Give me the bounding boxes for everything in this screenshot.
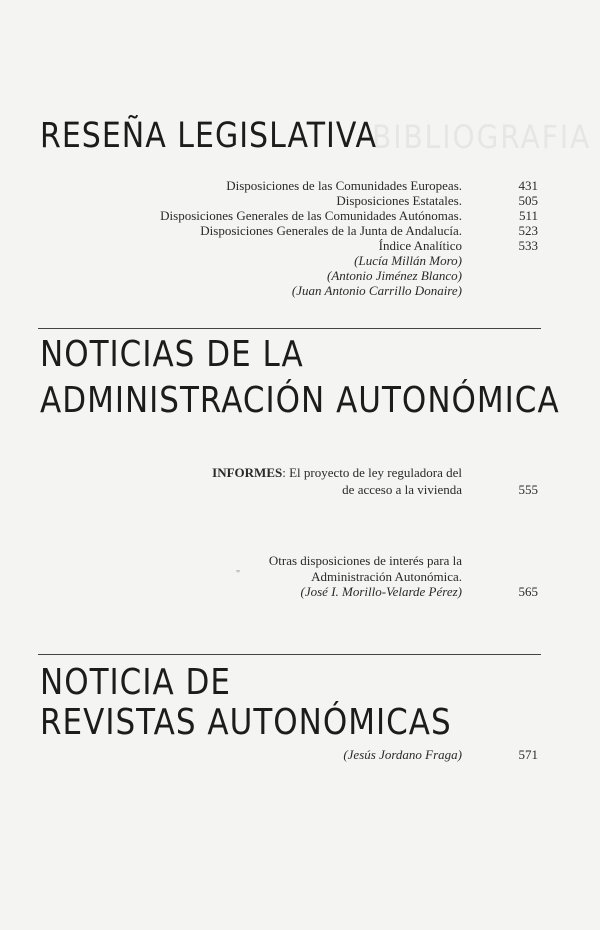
toc-entry-title: Disposiciones Estatales. bbox=[336, 193, 462, 208]
stray-mark: " bbox=[236, 569, 241, 580]
section-heading-resena-legislativa: RESEÑA LEGISLATIVA bbox=[40, 116, 377, 157]
toc-entry-page: 505 bbox=[518, 193, 538, 208]
author-name: (Antonio Jiménez Blanco) bbox=[326, 268, 462, 283]
toc-entry-title: Índice Analítico bbox=[378, 238, 462, 253]
toc-entry-title: Otras disposiciones de interés para la bbox=[268, 553, 462, 568]
toc-entry-page: 511 bbox=[518, 208, 538, 223]
informes-label: INFORMES bbox=[212, 465, 283, 480]
toc-entry-page: 523 bbox=[518, 223, 538, 238]
author-name: (Jesús Jordano Fraga) bbox=[343, 747, 462, 762]
section-divider bbox=[38, 328, 541, 329]
section-heading-noticias-line2: ADMINISTRACIÓN AUTONÓMICA bbox=[40, 380, 560, 422]
toc-entry-title: Disposiciones Generales de las Comunidades Autónomas. bbox=[160, 208, 462, 223]
toc-entry-title: Disposiciones de las Comunidades Europeas. bbox=[226, 178, 462, 193]
section-heading-noticia-line1: NOTICIA DE bbox=[40, 662, 231, 704]
toc-entry-page: 571 bbox=[518, 747, 538, 762]
toc-entry-page: 555 bbox=[518, 482, 538, 497]
author-name: (Lucía Millán Moro) bbox=[354, 253, 462, 268]
bleed-through-heading: BIBLIOGRAFIA bbox=[372, 118, 592, 156]
section-divider bbox=[38, 654, 541, 655]
toc-entry-title bbox=[212, 465, 462, 480]
section-heading-noticias-line1: NOTICIAS DE LA bbox=[40, 334, 304, 376]
section-heading-noticia-line2: REVISTAS AUTONÓMICAS bbox=[40, 702, 452, 744]
toc-entry-title: Disposiciones Generales de la Junta de Andalucía. bbox=[200, 223, 462, 238]
author-name: (Juan Antonio Carrillo Donaire) bbox=[291, 283, 462, 298]
toc-entry-title: de acceso a la vivienda bbox=[342, 482, 462, 497]
informes-text: : El proyecto de ley reguladora del bbox=[282, 465, 462, 480]
author-name: (José I. Morillo-Velarde Pérez) bbox=[300, 584, 462, 599]
toc-entry-page: 533 bbox=[518, 238, 538, 253]
toc-entry-page: 565 bbox=[518, 584, 538, 599]
toc-entry-page: 431 bbox=[518, 178, 538, 193]
toc-entry-title: Administración Autonómica. bbox=[311, 569, 462, 584]
